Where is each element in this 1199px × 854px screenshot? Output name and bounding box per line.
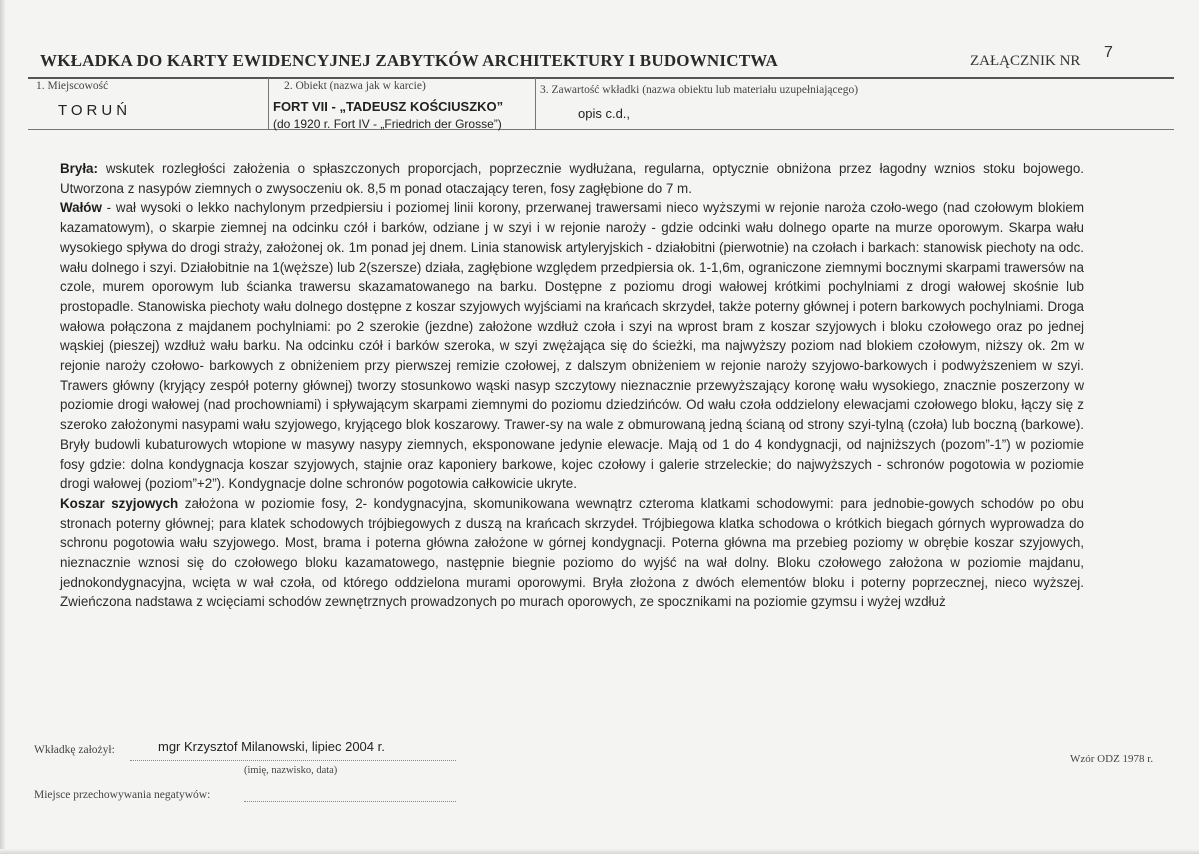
paragraph-heading: Bryła: — [60, 161, 98, 176]
prepared-by-value: mgr Krzysztof Milanowski, lipiec 2004 r. — [158, 739, 385, 754]
field-divider — [268, 78, 269, 129]
prepared-by-line — [130, 760, 456, 761]
annex-number: 7 — [1104, 44, 1113, 61]
negatives-label: Miejsce przechowywania negatywów: — [34, 789, 211, 801]
description-text — [60, 159, 1084, 612]
content-label: 3. Zawartość wkładki (nazwa obiektu lub materiału uzupełniającego) — [540, 84, 859, 96]
paragraph-heading: Koszar szyjowych — [60, 495, 179, 511]
scan-edge — [0, 849, 1199, 854]
locality-label: 1. Miejscowość — [36, 80, 109, 92]
locality-value: TORUŃ — [58, 102, 132, 119]
prepared-by-label: Wkładkę założył: — [34, 744, 115, 756]
object-value-line1: FORT VII - „TADEUSZ KOŚCIUSZKO” — [273, 99, 504, 114]
paragraph-heading: Wałów — [60, 200, 102, 216]
scan-edge — [0, 0, 6, 854]
field-divider — [535, 78, 536, 129]
form-pattern-label: Wzór ODZ 1978 r. — [1070, 753, 1154, 765]
annex-label: ZAŁĄCZNIK NR — [970, 53, 1081, 69]
negatives-line — [244, 801, 456, 802]
object-value-line2: (do 1920 r. Fort IV - „Friedrich der Grosse”) — [273, 117, 502, 131]
form-title: WKŁADKA DO KARTY EWIDENCYJNEJ ZABYTKÓW ARCHITEKTURY I BUDOWNICTWA — [40, 51, 779, 70]
paragraph-koszar — [60, 494, 1084, 612]
content-value: opis c.d., — [578, 106, 631, 121]
paragraph-text: - wał wysoki o lekko nachylonym przedpiersiu i poziomej linii korony, przerwanej trawersami nieco wyższymi w rejonie naroża czoło-wego (nad czołowym blokiem kazamatowym), o skarpie ziemnej na odcinku czół i barków, odziane j w szyi i w rejonie naroży - gdzie odcinki wału dolnego oparte na murze oporowym. Skarpa wału wysokiego spływa do drogi straży, założonej ok. 1m ponad jej dnem. Linia stanowisk artyleryjskich - działobitni (pierwotnie) na czołach i barkach: stanowisk piechoty na odc. wału dolnego i szyi. Działobitnie na 1(węższe) lub 2(szersze) działa, zagłębione względem przedpiersia ok. 1-1,6m, ograniczone ziemnymi bocznymi skarpami trawersów na czole, murem oporowym lub ścianka trawersu skazamatowanego na barku. Dostępne z poziomu drogi wałowej krótkimi pochylniami z drogi wałowej skośnie lub prostopadle. Stanowiska piechoty wału dolnego dostępne z koszar szyjowych wyjściami na krańcach skrzydeł, także poterny głównej i potern barkowych pochylniami. Droga wałowa połączona z majdanem pochylniami: po 2 szerokie (jezdne) założone wzdłuż czoła i szyi na wprost bram z koszar szyjowych i bloku czołowego oraz po jednej wąskiej (pieszej) wzdłuż wału barku. Na odcinku czół i barków szeroka, w szyi zwężająca się do ścieżki, ma najwyższy poziom nad blokiem czołowym, niższy ok. 2m w rejonie naroży czołowo- barkowych z obniżeniem przy pierwszej remizie czołowej, z dalszym obniżeniem w rejonie naroży szyjowo-barkowych i podwyższeniem w szyi. Trawers główny (kryjący zespół poterny głównej) tworzy stosunkowo wąski nasyp szczytowy nieznacznie przewyższający koronę wału wysokiego, znacznie poszerzony w poziomie drogi wałowej (nad prochowniami) i spływającym skarpami ziemnymi do poziomu dziedzińców. Od wału czoła oddzielony elewacjami czołowego bloku, łączy się z szeroko założonymi nasypami wału szyjowego, kryjącego blok koszarowy. Trawer-sy na wale z obmurowaną jedną ścianą od strony szyi-tylną (czoła) lub boczną (barkowe). Bryły budowli kubaturowych wtopione w masywy nasypy ziemnych, eksponowane jedynie elewacje. Mają od 1 do 4 kondygnacji, od najniższych (pozom”-1”) w poziomie fosy gdzie: dolna kondygnacja koszar szyjowych, stajnie oraz kaponiery barkowe, kojec czołowy i galerie strzeleckie; do najwyższych - schronów pogotowia w poziomie drogi wałowej (poziom”+2”). Kondygnacje dolne schronów pogotowia całkowicie ukryte. — [60, 200, 1084, 492]
paragraph-text: założona w poziomie fosy, 2- kondygnacyjna, skomunikowana wewnątrz czteroma klatkami schodowymi: para jednobie-gowych schodów po obu stronach poterny głównej; para klatek schodowych trójbiegowych z duszą na krańcach skrzydeł. Trójbiegowa klatka schodowa o krótkich biegach górnych wyprowadza do schronu pogotowia wału szyjowego. Most, brama i poterna główna założone w górnej kondygnacji. Poterna główna ma przebieg poziomy w obrębie koszar szyjowych, nieznacznie wznosi się do czołowego bloku kazamatowego, następnie biegnie poziomo do wyjść na wał dolny. Bloku czołowego założona w poziomie majdanu, jednokondygnacyjna, wcięta w wał czoła, od którego oddzielona murami oporowymi. Bryła złożona z dwóch elementów bloku i poterny poprzecznej, nieco wyższej. Zwieńczona nadstawa z wcięciami schodów zewnętrznych prowadzonych po murach oporowych, ze spocznikami na poziomie gzymsu i wyżej wzdłuż — [60, 495, 1084, 610]
paragraph-text: wskutek rozległości założenia o spłaszczonych proporcjach, poprzecznie wydłużana, regularna, optycznie obniżona przez łagodny wznios stoku bojowego. Utworzona z nasypów ziemnych o zwysoczeniu ok. 8,5 m ponad otaczający teren, fosy zagłębione do 7 m. — [60, 161, 1084, 196]
prepared-by-hint: (imię, nazwisko, data) — [244, 765, 338, 776]
fields-rule — [28, 129, 1174, 130]
header-rule — [28, 77, 1174, 79]
object-label: 2. Obiekt (nazwa jak w karcie) — [284, 80, 426, 92]
paragraph-walow — [60, 198, 1084, 494]
paragraph-bryla — [60, 159, 1084, 198]
